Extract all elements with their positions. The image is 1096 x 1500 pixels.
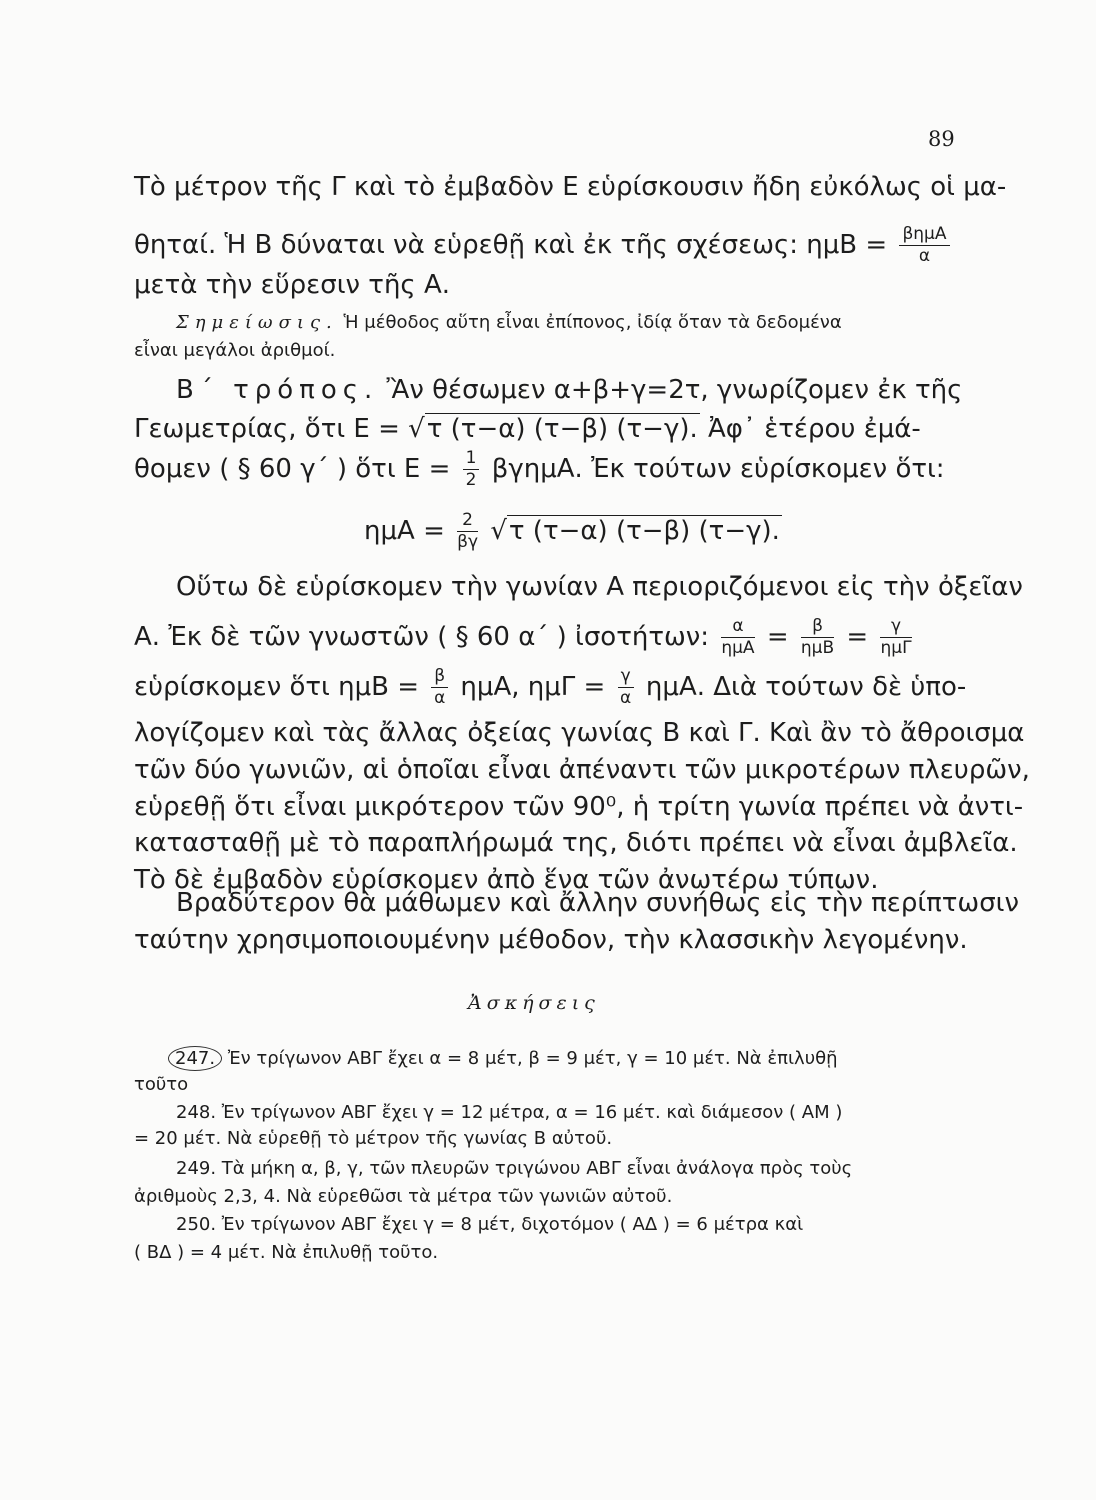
exercise-text: Ἐν τρίγωνον ΑΒΓ ἔχει α = 8 μέτ, β = 9 μέτ, γ = 10 μέτ. Νὰ ἐπιλυθῇ [227, 1048, 838, 1069]
formula-line [134, 618, 916, 657]
fraction-numerator: γ [880, 618, 911, 638]
exercise-249: 249. Τὰ μήκη α, β, γ, τῶν πλευρῶν τριγώνου ΑΒΓ εἶναι ἀνάλογα πρὸς τοὺς [176, 1158, 853, 1179]
fraction-denominator: α [434, 688, 446, 708]
text-run: βγημΑ. Ἐκ τούτων εὑρίσκομεν ὅτι: [491, 454, 945, 484]
formula-line [134, 668, 966, 707]
fraction-denominator: α [918, 246, 931, 266]
text-run: Ἀφ᾽ ἑτέρου ἐμά- [708, 414, 921, 444]
fraction-denominator: ημΓ [880, 638, 912, 658]
fraction [880, 618, 911, 657]
method-line [176, 375, 962, 405]
fraction-numerator: γ [618, 668, 634, 688]
fraction-numerator: α [721, 618, 754, 638]
fraction [721, 618, 754, 657]
text-line: ταύτην χρησιμοποιουμένην μέθοδον, τὴν κλασσικὴν λεγομένην. [134, 925, 968, 955]
radical-sign: √ [490, 516, 507, 546]
fraction [463, 450, 480, 489]
fraction [431, 668, 448, 707]
display-equation [364, 512, 782, 551]
text-run: Α. Ἐκ δὲ τῶν γνωστῶν ( § 60 α΄ ) ἰσοτήτων: [134, 622, 710, 652]
equals-sign: = [766, 622, 789, 652]
note-line: εἶναι μεγάλοι ἀριθμοί. [134, 340, 336, 361]
text-run: ημΑ. Διὰ τούτων δὲ ὑπο- [645, 672, 967, 702]
fraction-denominator: ημΒ [800, 638, 835, 658]
text-run: θομεν ( § 60 γ΄ ) ὅτι Ε = [134, 454, 451, 484]
text-line: Τὸ μέτρον τῆς Γ καὶ τὸ ἐμβαδὸν Ε εὑρίσκουσιν ἤδη εὐκόλως οἱ μα- [134, 172, 1007, 202]
fraction [618, 668, 634, 707]
method-label: Β΄ τρόπος. [176, 375, 379, 405]
text-line: μετὰ τὴν εὕρεσιν τῆς Α. [134, 270, 450, 300]
text-line: τῶν δύο γωνιῶν, αἱ ὁποῖαι εἶναι ἀπέναντι τῶν μικροτέρων πλευρῶν, [134, 755, 1030, 785]
fraction-numerator: βημΑ [899, 226, 949, 246]
equals-sign: = [846, 622, 869, 652]
page-number: 89 [928, 127, 955, 151]
fraction-numerator: β [431, 668, 448, 688]
text-run: Γεωμετρίας, ὅτι Ε = √ [134, 414, 425, 444]
text-line: Βραδύτερον θὰ μάθωμεν καὶ ἄλλην συνήθως εἰς τὴν περίπτωσιν [176, 888, 1020, 918]
fraction-denominator: 2 [465, 470, 477, 490]
exercise-continuation: = 20 μέτ. Νὰ εὑρεθῇ τὸ μέτρον τῆς γωνίας Β αὐτοῦ. [134, 1128, 613, 1149]
text-line: Οὕτω δὲ εὑρίσκομεν τὴν γωνίαν Α περιοριζόμενοι εἰς τὴν ὀξεῖαν [176, 572, 1023, 602]
exercise-247 [176, 1046, 838, 1071]
formula-line [134, 414, 921, 444]
exercise-248: 248. Ἐν τρίγωνον ΑΒΓ ἔχει γ = 12 μέτρα, α = 16 μέτ. καὶ διάμεσον ( ΑΜ ) [176, 1102, 843, 1123]
fraction-denominator: ημΑ [721, 638, 755, 658]
text-run: ημΑ = [364, 516, 445, 546]
text-line: Τὸ δὲ ἐμβαδὸν εὑρίσκομεν ἀπὸ ἕνα τῶν ἀνωτέρω τύπων. [134, 865, 879, 895]
fraction-denominator: α [620, 688, 632, 708]
text-run: Ἂν θέσωμεν α+β+γ=2τ, γνωρίζομεν ἐκ τῆς [386, 375, 963, 405]
note-text: Ἡ μέθοδος αὕτη εἶναι ἐπίπονος, ἰδίᾳ ὅταν τὰ δεδομένα [343, 312, 842, 333]
text-run: εὑρίσκομεν ὅτι ημΒ = [134, 672, 420, 702]
fraction [801, 618, 834, 657]
fraction-numerator: 2 [457, 512, 478, 532]
text-run: ημΑ, ημΓ = [460, 672, 606, 702]
fraction-numerator: 1 [463, 450, 480, 470]
exercise-number-circled: 247. [168, 1046, 222, 1071]
formula-line [134, 450, 945, 489]
text-line: εὑρεθῇ ὅτι εἶναι μικρότερον τῶν 90⁰, ἡ τρίτη γωνία πρέπει νὰ ἀντι- [134, 792, 1024, 822]
text-line: λογίζομεν καὶ τὰς ἄλλας ὀξείας γωνίας Β καὶ Γ. Καὶ ἂν τὸ ἄθροισμα [134, 718, 1025, 748]
note-line [176, 312, 842, 333]
radicand: τ (τ−α) (τ−β) (τ−γ). [426, 414, 698, 444]
fraction [457, 512, 478, 551]
fraction-numerator: β [801, 618, 834, 638]
exercise-continuation: τοῦτο [134, 1074, 189, 1095]
exercise-continuation: ( ΒΔ ) = 4 μέτ. Νὰ ἐπιλυθῇ τοῦτο. [134, 1242, 439, 1263]
text-line: κατασταθῇ μὲ τὸ παραπλήρωμά της, διότι πρέπει νὰ εἶναι ἀμβλεῖα. [134, 828, 1018, 858]
text-line-with-fraction [134, 226, 954, 265]
exercise-continuation: ἀριθμοὺς 2,3, 4. Νὰ εὑρεθῶσι τὰ μέτρα τῶν γωνιῶν αὐτοῦ. [134, 1186, 673, 1207]
exercise-250: 250. Ἐν τρίγωνον ΑΒΓ ἔχει γ = 8 μέτ, διχοτόμον ( ΑΔ ) = 6 μέτρα καὶ [176, 1214, 804, 1235]
radicand: τ (τ−α) (τ−β) (τ−γ). [508, 516, 780, 546]
exercises-heading: Ἀσκήσεις [468, 992, 600, 1014]
fraction-denominator: βγ [457, 532, 479, 552]
text-run: θηταί. Ἡ Β δύναται νὰ εὑρεθῇ καὶ ἐκ τῆς σχέσεως: ημΒ = [134, 230, 888, 260]
fraction [899, 226, 949, 265]
note-label: Σημείωσις. [176, 312, 338, 333]
